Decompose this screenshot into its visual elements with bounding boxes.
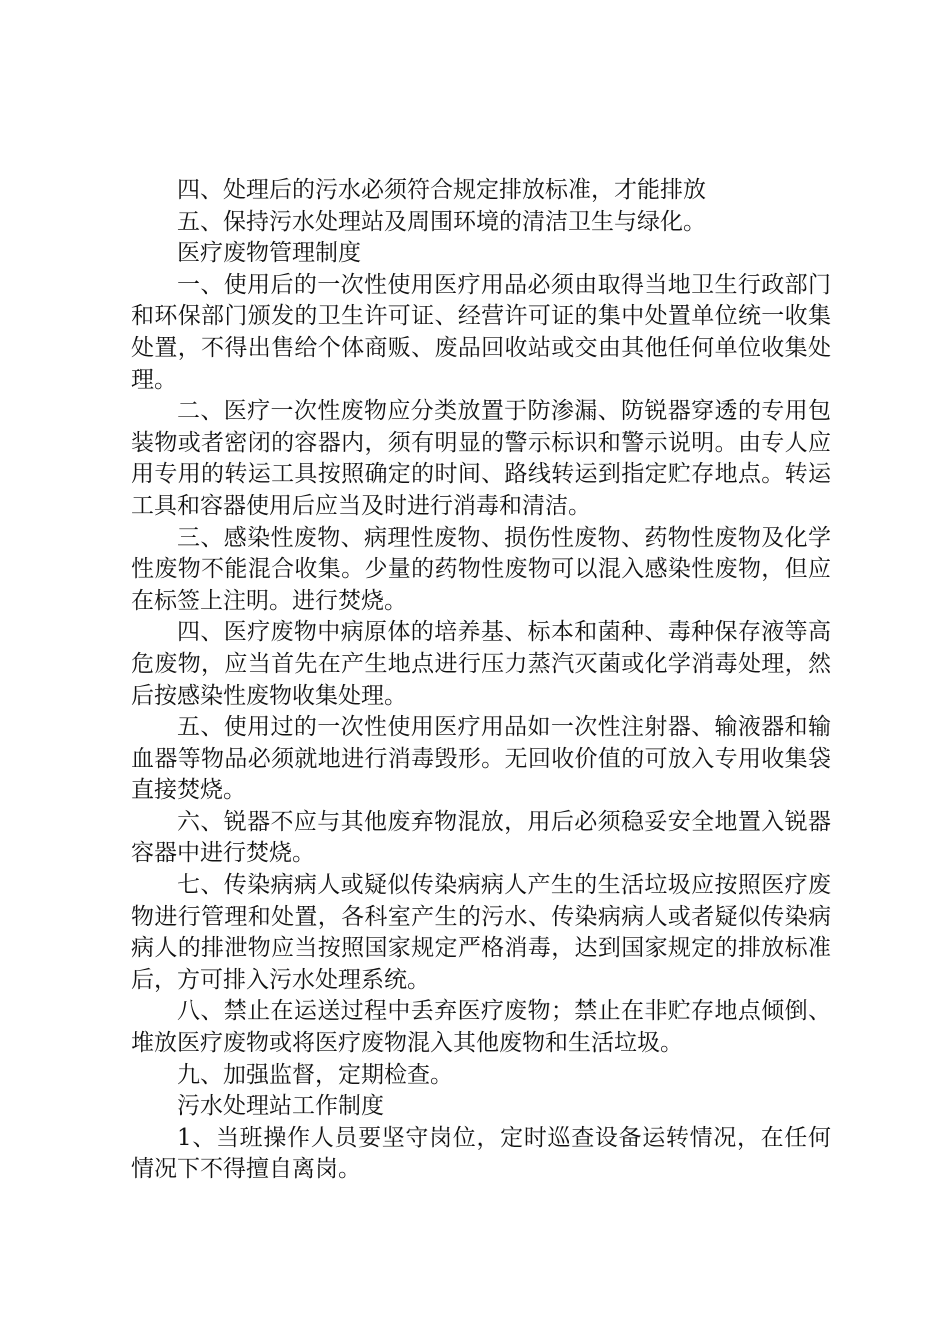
paragraph-item-9: 九、加强监督，定期检查。 [177, 1061, 453, 1088]
section-heading-medical-waste: 医疗废物管理制度 [177, 240, 361, 267]
paragraph-station-rule-1: 1、当班操作人员要坚守岗位，定时巡查设备运转情况，在任何情况下不得擅自离岗。 [131, 1124, 831, 1183]
paragraph-item-8: 八、禁止在运送过程中丢弃医疗废物；禁止在非贮存地点倾倒、堆放医疗废物或将医疗废物混入其他废物和生活垃圾。 [131, 998, 831, 1057]
paragraph-station-cleanliness: 五、保持污水处理站及周围环境的清洁卫生与绿化。 [177, 208, 706, 235]
section-heading-sewage-station: 污水处理站工作制度 [177, 1093, 384, 1120]
paragraph-discharge-standard: 四、处理后的污水必须符合规定排放标准，才能排放 [177, 177, 706, 203]
paragraph-item-7: 七、传染病病人或疑似传染病病人产生的生活垃圾应按照医疗废物进行管理和处置，各科室产生的污水、传染病病人或者疑似传染病病人的排泄物应当按照国家规定严格消毒，达到国家规定的排放标准后，方可排入污水处理系统。 [131, 872, 831, 993]
paragraph-item-5: 五、使用过的一次性使用医疗用品如一次性注射器、输液器和输血器等物品必须就地进行消毒毁形。无回收价值的可放入专用收集袋直接焚烧。 [131, 714, 831, 804]
paragraph-item-2: 二、医疗一次性废物应分类放置于防渗漏、防锐器穿透的专用包装物或者密闭的容器内，须有明显的警示标识和警示说明。由专人应用专用的转运工具按照确定的时间、路线转运到指定贮存地点。转运工具和容器使用后应当及时进行消毒和清洁。 [131, 398, 831, 519]
paragraph-item-6: 六、锐器不应与其他废弃物混放，用后必须稳妥安全地置入锐器容器中进行焚烧。 [131, 808, 831, 867]
paragraph-item-4: 四、医疗废物中病原体的培养基、标本和菌种、毒种保存液等高危废物，应当首先在产生地点进行压力蒸汽灭菌或化学消毒处理，然后按感染性废物收集处理。 [131, 619, 831, 709]
paragraph-item-3: 三、感染性废物、病理性废物、损伤性废物、药物性废物及化学性废物不能混合收集。少量的药物性废物可以混入感染性废物，但应在标签上注明。进行焚烧。 [131, 524, 831, 614]
paragraph-item-1: 一、使用后的一次性使用医疗用品必须由取得当地卫生行政部门和环保部门颁发的卫生许可证、经营许可证的集中处置单位统一收集处置，不得出售给个体商贩、废品回收站或交由其他任何单位收集处理。 [131, 271, 831, 393]
document-body [131, 175, 831, 1186]
